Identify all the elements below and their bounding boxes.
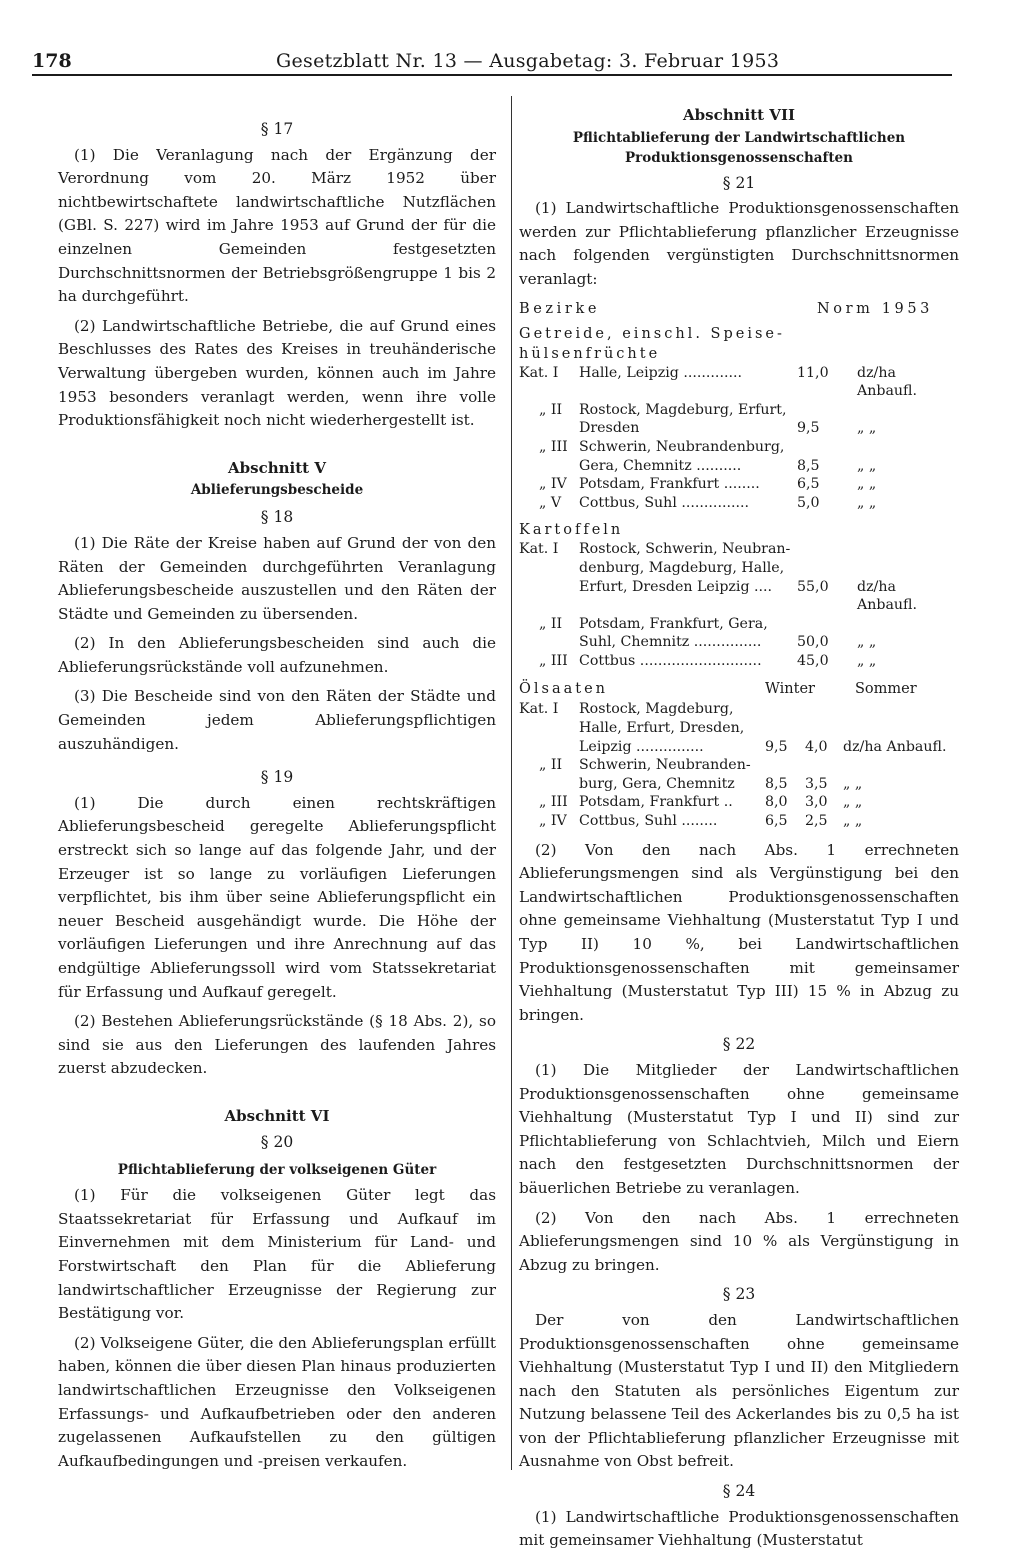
section-18-para-3: (3) Die Bescheide sind von den Räten der Städte und Gemeinden jedem Ablieferungspflichtigen auszuhändigen. xyxy=(58,687,496,753)
page-number: 178 xyxy=(32,50,72,72)
winter-column-label: Winter xyxy=(765,681,815,698)
abschnitt-vii-subtitle-1: Pflichtablieferung der Landwirtschaftlichen xyxy=(572,129,906,146)
section-19-heading: § 19 xyxy=(260,768,294,787)
table-row: „ II Potsdam, Frankfurt, Gera, xyxy=(539,615,768,632)
section-24-heading: § 24 xyxy=(722,1482,756,1501)
kartoffeln-table xyxy=(519,540,959,670)
column-divider xyxy=(511,96,512,1470)
table-row: Erfurt, Dresden Leipzig .... 55,0 dz/ha Anbaufl. xyxy=(579,578,918,614)
table-row: „ IV Potsdam, Frankfurt ........ 6,5 „ „ xyxy=(539,476,877,493)
section-18-para-1: (1) Die Räte der Kreise haben auf Grund der von den Räten der Gemeinden durchgeführten Veranlagung Ablieferungsbescheide auszustellen und den Räten der Städte und Gemeinden zu übersenden. xyxy=(58,533,496,623)
table-row: „ II Rostock, Magdeburg, Erfurt, xyxy=(539,401,787,418)
olsaaten-title: Ölsaaten xyxy=(519,681,609,698)
section-20-para-2: (2) Volkseigene Güter, die den Ablieferungsplan erfüllt haben, können die über diesen Plan hinaus produzierten landwirtschaftlichen Erzeugnisse den Volkseigenen Erfassungs- und Aufkaufbetrieben oder den anderen zugelassenen Aufkaufstellen zu den gültigen Aufkaufbedingungen und -preisen verkaufen. xyxy=(58,1333,496,1470)
section-22-para-2: (2) Von den nach Abs. 1 errechneten Ablieferungsmengen sind 10 % als Vergünstigung in Abzug zu bringen. xyxy=(519,1208,959,1274)
table-row: burg, Gera, Chemnitz 8,5 3,5 „ „ xyxy=(579,775,863,792)
table-row: Kat. I Rostock, Schwerin, Neubran- xyxy=(519,541,791,558)
getreide-title-1: Getreide, einschl. Speise- xyxy=(519,325,785,342)
section-20-para-1: (1) Für die volkseigenen Güter legt das Staatssekretariat für Erfassung und Aufkauf im Einvernehmen mit dem Ministerium für Land- und Forstwirtschaft den Plan für die Ablieferung landwirtschaftlicher Erzeugnisse der Regierung zur Bestätigung vor. xyxy=(58,1186,496,1323)
olsaaten-table xyxy=(519,700,959,830)
abschnitt-vii-subtitle-2: Produktionsgenossenschaften xyxy=(625,149,853,166)
section-20-heading: § 20 xyxy=(260,1132,294,1151)
section-19-para-2: (2) Bestehen Ablieferungsrückstände (§ 18 Abs. 2), so sind sie aus den Lieferungen des laufenden Jahres zuerst abzudecken. xyxy=(58,1012,496,1078)
table-row: „ IV Cottbus, Suhl ........ 6,5 2,5 „ „ xyxy=(539,813,863,830)
page-header xyxy=(32,48,952,76)
table-row: Dresden 9,5 „ „ xyxy=(579,420,877,437)
table-row: Suhl, Chemnitz ............... 50,0 „ „ xyxy=(579,634,877,651)
table-row: Leipzig ............... 9,5 4,0 dz/ha Anbaufl. xyxy=(579,738,947,755)
table-row: denburg, Magdeburg, Halle, xyxy=(579,559,785,576)
table-row: Gera, Chemnitz .......... 8,5 „ „ xyxy=(579,457,877,474)
section-20-subtitle: Pflichtablieferung der volkseigenen Güter xyxy=(117,1162,437,1179)
section-22-heading: § 22 xyxy=(722,1035,756,1054)
sommer-column-label: Sommer xyxy=(855,681,917,698)
table-row: „ II Schwerin, Neubranden- xyxy=(539,757,751,774)
section-24-para-1: (1) Landwirtschaftliche Produktionsgenossenschaften mit gemeinsamer Viehhaltung (Musterstatut xyxy=(519,1507,959,1550)
table-row: Halle, Erfurt, Dresden, xyxy=(579,720,745,737)
section-17-heading: § 17 xyxy=(260,120,294,138)
abschnitt-v-title: Abschnitt V xyxy=(228,458,326,477)
norm-column-label: Norm 1953 xyxy=(816,300,933,317)
table-row: „ V Cottbus, Suhl ............... 5,0 „ „ xyxy=(539,494,877,511)
section-18-heading: § 18 xyxy=(260,508,294,527)
table-row: „ III Potsdam, Frankfurt .. 8,0 3,0 „ „ xyxy=(539,794,863,811)
right-column xyxy=(519,106,959,1559)
bezirke-column-label: Bezirke xyxy=(519,300,601,317)
table-row: „ III Cottbus ........................... 45,0 „ „ xyxy=(539,652,877,669)
table-row: Kat. I Rostock, Magdeburg, xyxy=(519,701,734,718)
section-21-para-1: (1) Landwirtschaftliche Produktionsgenossenschaften werden zur Pflichtablieferung pflanzlicher Erzeugnisse nach folgenden vergünstigten Durchschnittsnormen veranlagt: xyxy=(519,199,959,288)
section-21-para-2: (2) Von den nach Abs. 1 errechneten Ablieferungsmengen sind als Vergünstigung bei den Landwirtschaftlichen Produktionsgenossenschaften ohne gemeinsame Viehhaltung (Musterstatut Typ I und Typ II) 10 %, bei Landwirtschaftlichen Produktionsgenossenschaften mit gemeinsamer Viehhaltung (Musterstatut Typ III) 15 % in Abzug zu bringen. xyxy=(519,840,959,1024)
table-row: „ III Schwerin, Neubrandenburg, xyxy=(539,438,785,455)
getreide-title-2: hülsenfrüchte xyxy=(519,345,661,362)
norm-table-header xyxy=(519,298,959,320)
left-column xyxy=(58,112,496,1479)
section-23-heading: § 23 xyxy=(722,1285,756,1304)
section-18-para-2: (2) In den Ablieferungsbescheiden sind auch die Ablieferungsrückstände voll aufzunehmen. xyxy=(58,634,496,676)
getreide-table xyxy=(519,364,959,513)
section-22-para-1: (1) Die Mitglieder der Landwirtschaftlichen Produktionsgenossenschaften ohne gemeinsame Viehhaltung (Musterstatut Typ I und II) sind zur Pflichtablieferung von Schlachtvieh, Milch und Eiern nach den festgesetzten Durchschnittsnormen der bäuerlichen Betriebe zu veranlagen. xyxy=(519,1060,959,1197)
table-row: Kat. I Halle, Leipzig ............. 11,0 dz/ha Anbaufl. xyxy=(519,364,918,400)
section-17-para-2: (2) Landwirtschaftliche Betriebe, die auf Grund eines Beschlusses des Rates des Kreises in treuhänderische Verwaltung übergeben wurden, können auch im Jahre 1953 besonders veranlagt werden, wenn ihre volle Produktionsfähigkeit noch nicht wiederhergestellt ist. xyxy=(58,316,496,430)
olsaaten-header xyxy=(519,678,959,700)
section-23-para-1: Der von den Landwirtschaftlichen Produktionsgenossenschaften ohne gemeinsame Viehhaltung (Musterstatut Typ I und II) den Mitgliedern nach den Statuten als persönliches Eigentum zur Nutzung belassene Teil des Ackerlandes bis zu 0,5 ha ist von der Pflichtablieferung pflanzlicher Erzeugnisse mit Ausnahme von Obst befreit. xyxy=(519,1310,959,1471)
section-19-para-1: (1) Die durch einen rechtskräftigen Ablieferungsbescheid geregelte Ablieferungspflicht erstreckt sich so lange auf das folgende Jahr, und der Erzeuger ist so lange zu vorläufigen Lieferungen verpflichtet, bis ihm über seine Ablieferungspflicht ein neuer Bescheid ausgehändigt wurde. Die Höhe der vorläufigen Lieferungen und ihre Anrechnung auf das endgültige Ablieferungssoll wird vom Statssekretariat für Erfassung und Aufkauf geregelt. xyxy=(58,793,496,1001)
section-17-para-1: (1) Die Veranlagung nach der Ergänzung der Verordnung vom 20. März 1952 über nichtbewirtschaftete landwirtschaftliche Nutzflächen (GBl. S. 227) wird im Jahre 1953 auf Grund der für die einzelnen Gemeinden festgesetzten Durchschnittsnormen der Betriebsgrößengruppe 1 bis 2 ha durchgeführt. xyxy=(58,145,496,306)
kartoffeln-title: Kartoffeln xyxy=(519,522,624,539)
section-21-heading: § 21 xyxy=(722,173,756,192)
abschnitt-v-subtitle: Ablieferungsbescheide xyxy=(190,482,364,499)
header-title: Gesetzblatt Nr. 13 — Ausgabetag: 3. Februar 1953 xyxy=(276,50,780,72)
abschnitt-vi-title: Abschnitt VI xyxy=(224,1106,330,1125)
abschnitt-vii-title: Abschnitt VII xyxy=(683,106,795,124)
